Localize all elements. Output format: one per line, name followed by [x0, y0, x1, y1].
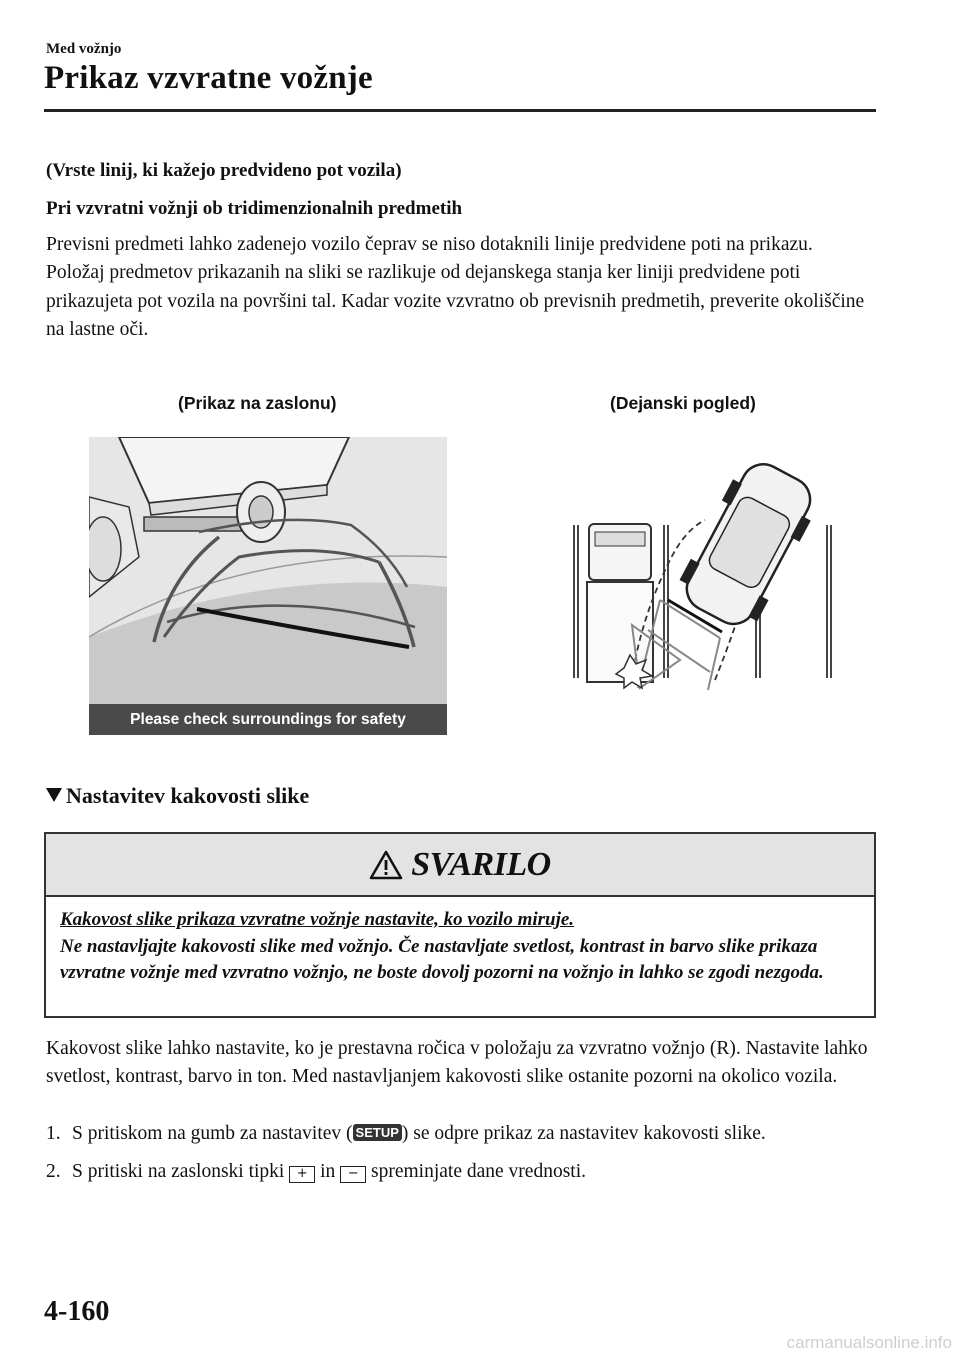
- safety-message-bar: Please check surroundings for safety: [89, 704, 447, 735]
- plus-key-icon: +: [289, 1166, 315, 1183]
- rear-camera-screen-illustration: [89, 437, 447, 735]
- warning-body: [46, 897, 874, 987]
- step-1: [46, 1123, 766, 1145]
- title-rule: [44, 109, 876, 112]
- warning-header: [46, 834, 874, 897]
- page-number: 4-160: [44, 1296, 110, 1327]
- step-1-text-post: ) se odpre prikaz za nastavitev kakovosti slike.: [401, 1123, 766, 1144]
- top-view-illustration: [560, 450, 850, 700]
- watermark: carmanualsonline.info: [786, 1333, 952, 1352]
- step-2: [46, 1161, 586, 1183]
- step-2-text-pre: S pritiski na zaslonski tipki: [72, 1161, 285, 1182]
- heading-image-quality-text: Nastavitev kakovosti slike: [66, 783, 310, 808]
- step-2-text-post: spreminjate dane vrednosti.: [371, 1161, 586, 1182]
- warning-text: Ne nastavljajte kakovosti slike med vožnjo. Če nastavljate svetlost, kontrast in barvo slike prikaza vzvratne vožnje med vzvratno vožnjo, ne boste dovolj pozorni na vožnjo in lahko se zgodi nezgoda.: [60, 935, 824, 983]
- step-1-text-pre: S pritiskom na gumb za nastavitev (: [72, 1123, 353, 1144]
- heading-image-quality: [46, 783, 309, 809]
- warning-underlined-line: Kakovost slike prikaza vzvratne vožnje nastavite, ko vozilo miruje.: [60, 909, 575, 930]
- minus-key-icon: −: [340, 1166, 366, 1183]
- subheading-3d-objects: Pri vzvratni vožnji ob tridimenzionalnih predmetih: [46, 198, 463, 219]
- setup-key-icon: SETUP: [353, 1124, 402, 1141]
- step-1-number: 1.: [46, 1123, 61, 1144]
- warning-box: [44, 832, 876, 1018]
- subheading-line-types: (Vrste linij, ki kažejo predvideno pot vozila): [46, 160, 402, 181]
- section-label: Med vožnjo: [46, 41, 122, 57]
- paragraph-image-quality: Kakovost slike lahko nastavite, ko je prestavna ročica v položaju za vzvratno vožnjo (R). Nastavite lahko svetlost, kontrast, barvo in ton. Med nastavljanjem kakovosti slike ostanite pozorni na okolico vozila.: [46, 1038, 868, 1088]
- caption-screen-view: (Prikaz na zaslonu): [178, 393, 337, 413]
- step-2-number: 2.: [46, 1161, 61, 1182]
- triangle-bullet-icon: [46, 788, 62, 802]
- page-title: Prikaz vzvratne vožnje: [44, 60, 373, 96]
- warning-triangle-icon: [369, 850, 403, 880]
- caption-actual-view: (Dejanski pogled): [610, 393, 756, 413]
- warning-title: SVARILO: [411, 845, 551, 883]
- paragraph-overhang: Previsni predmeti lahko zadenejo vozilo čeprav se niso dotaknili linije predvidene poti na prikazu. Položaj predmetov prikazanih na sliki se razlikuje od dejanskega stanja ker liniji predvidene poti prikazujeta pot vozila na površini tal. Kadar vozite vzvratno ob previsnih predmetih, preverite okoliščine na lastne oči.: [46, 234, 865, 341]
- step-2-text-mid: in: [320, 1161, 336, 1182]
